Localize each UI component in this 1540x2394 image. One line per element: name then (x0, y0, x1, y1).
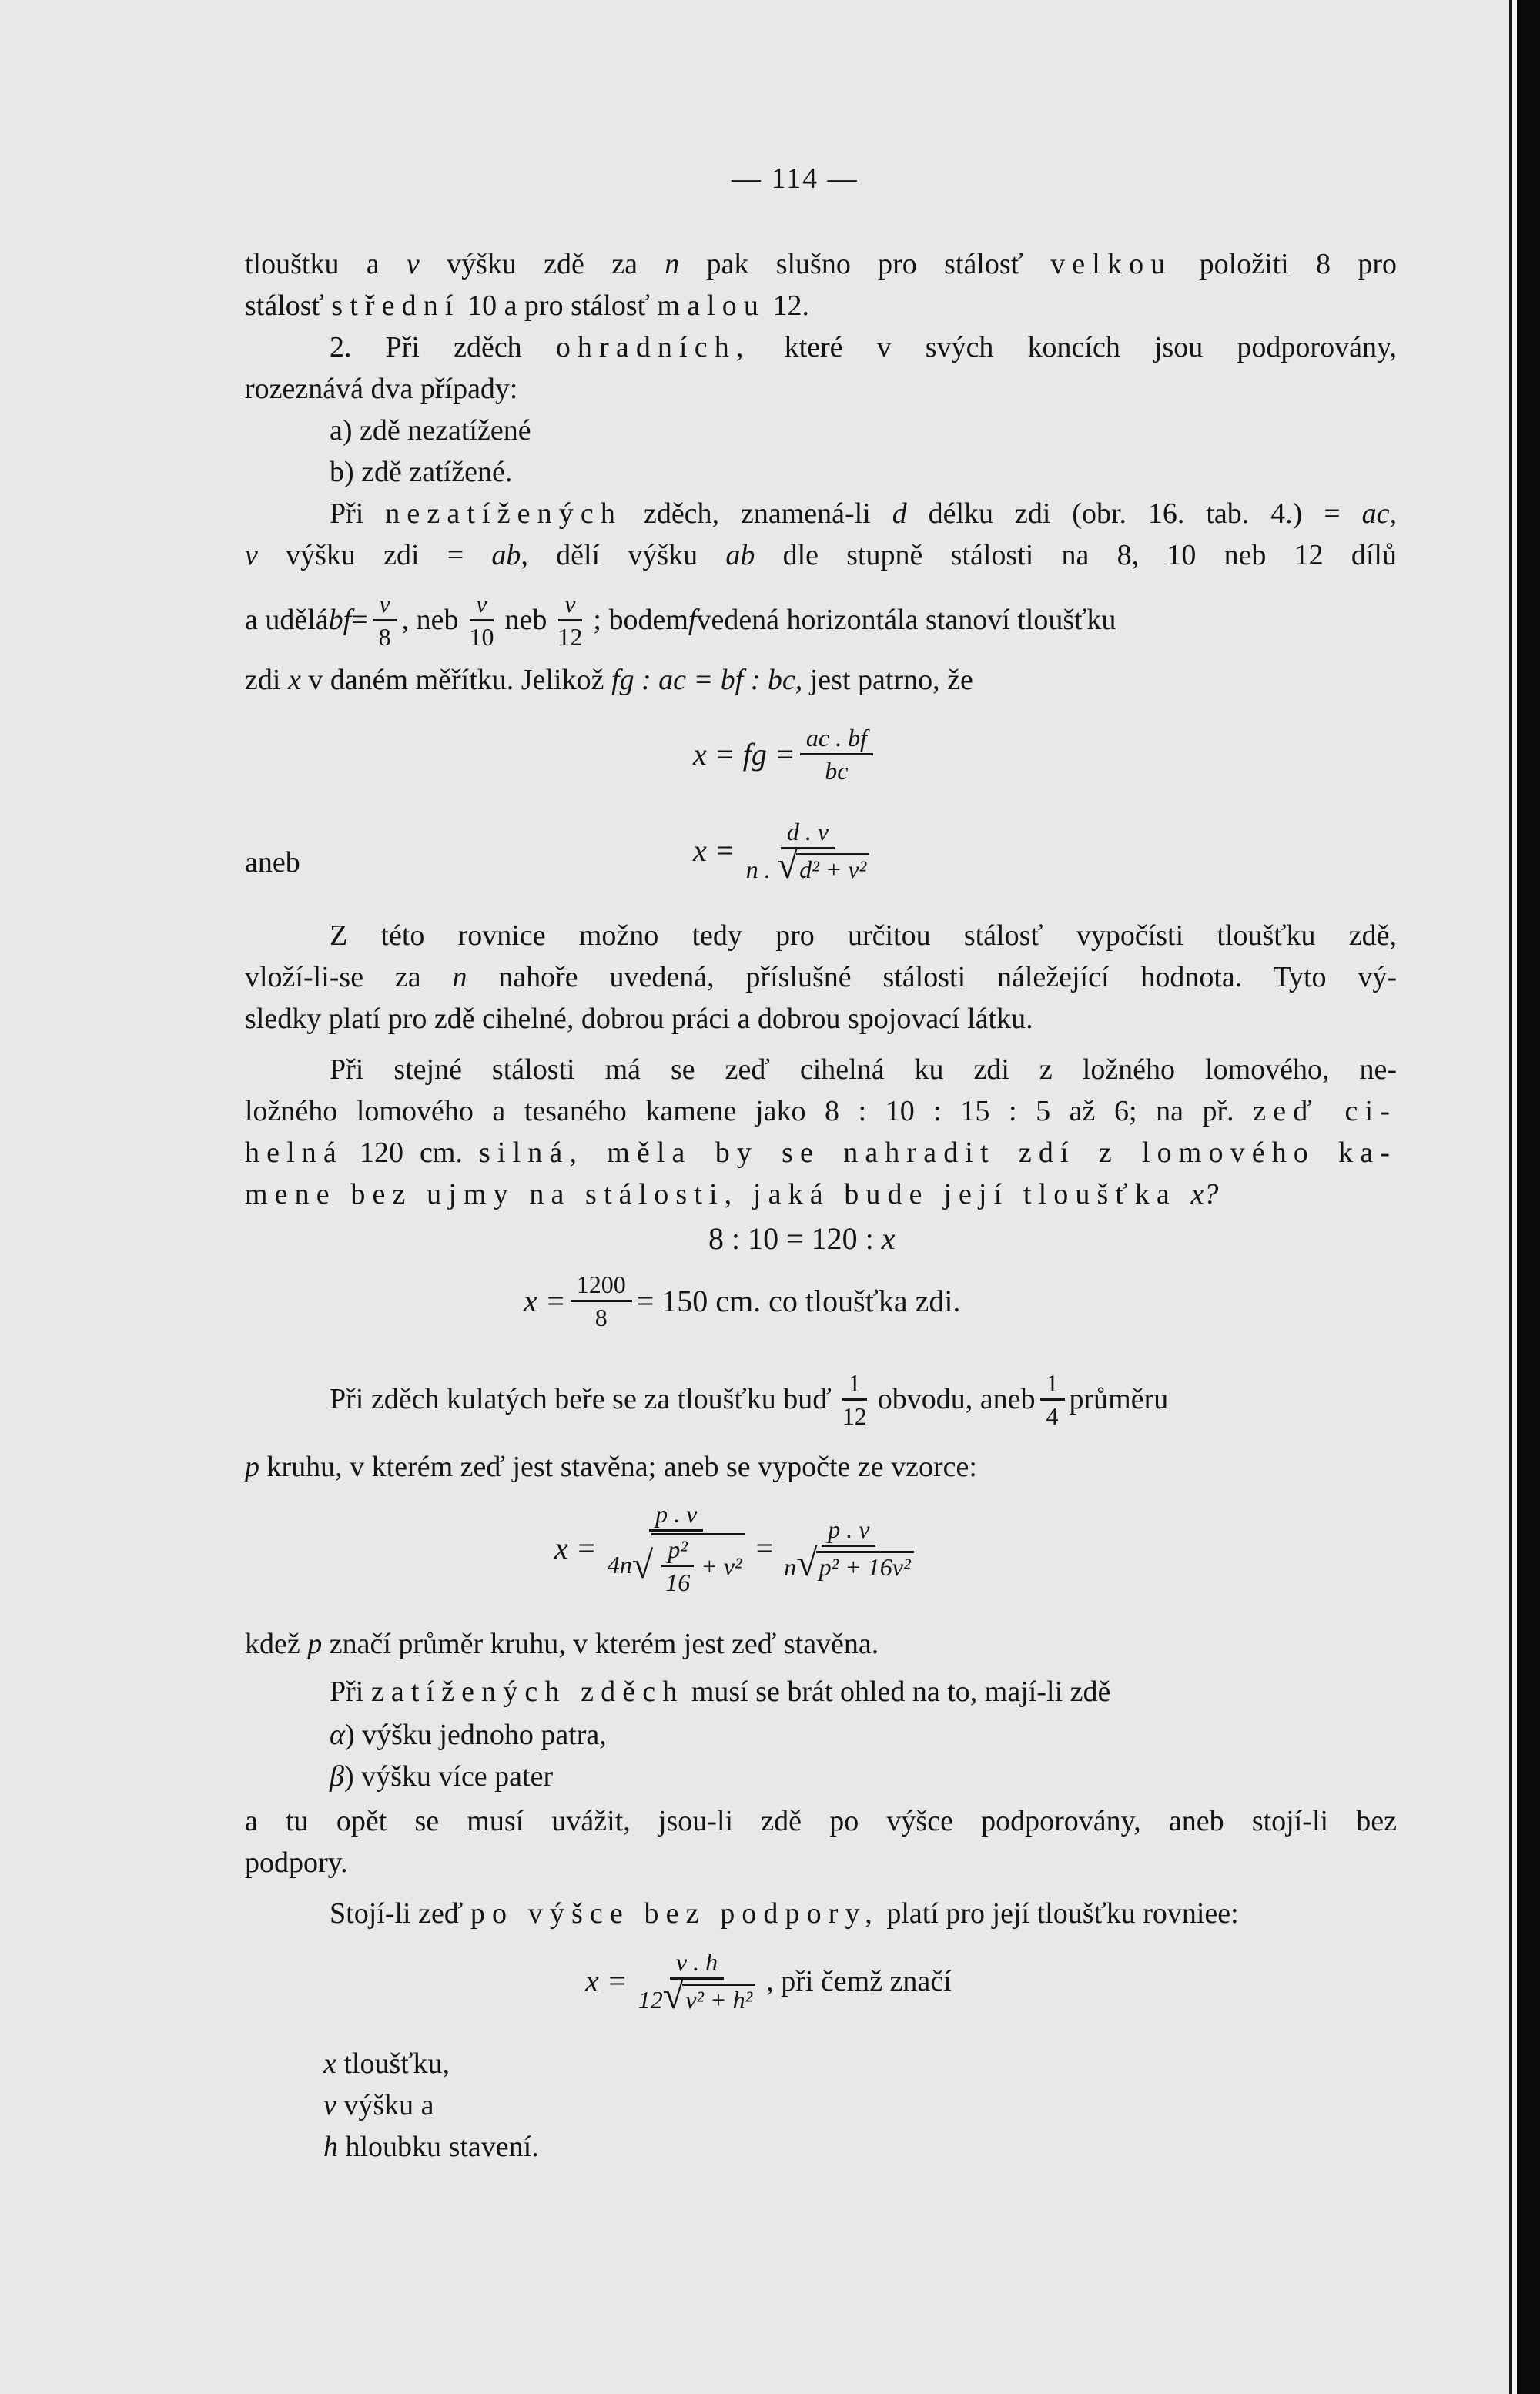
text-line: sledky platí pro zdě cihelné, dobrou práci a dobrou spojovací látku. (245, 1003, 1033, 1035)
sqrt-sign: √ (662, 1974, 685, 2017)
sqrt-sign: √ (631, 1543, 654, 1586)
fraction-v-10: $\frac{v}{10}$ (469, 589, 494, 651)
equation-x-fg: x = fg = $\frac{ac . bf}{bc}$ (693, 724, 878, 785)
text-line: ložného lomového a tesaného kamene jako 8 : 10 : 15 : 5 až 6; na př. zeď ci- (245, 1095, 1397, 1127)
equation-x-1200: x = $\frac{1200}{8}$ = 150 cm. co tloušťka zdi. (524, 1271, 961, 1331)
text-line: 2. Při zděch ohradních, které v svých koncích jsou podporovány, (330, 331, 1397, 363)
text-line: a tu opět se musí uvážit, jsou-li zdě po výšce podporovány, aneb stojí-li bez (245, 1805, 1397, 1837)
sqrt-sign: √ (796, 1541, 818, 1584)
fraction-1-4: $\frac{1}{4}$ (1040, 1369, 1065, 1430)
text-line: stálosť střední 10 a pro stálosť malou 12. (245, 290, 809, 322)
text-line: v výšku zdi = ab, dělí výšku ab dle stupně stálosti na 8, 10 neb 12 dílů (245, 539, 1397, 571)
text-line: Z této rovnice možno tedy pro určitou stálosť vypočísti tloušťku zdě, (330, 919, 1397, 952)
equation-x-pv: x = p . v 4n √ $\frac{\text{p²}}{16}$ + v² = $\frac{p . v}{\text{n√p² + 16v²}}$ (554, 1500, 925, 1596)
text-line: kdež p značí průměr kruhu, v kterém jest zeď stavěna. (245, 1628, 879, 1660)
text-line: Stojí-li zeď po výšce bez podpory, platí pro její tloušťku rovniee: (330, 1897, 1239, 1930)
text-line: rozeznává dva případy: (245, 373, 518, 405)
list-item: α) výšku jednoho patra, (330, 1719, 607, 1751)
page-number: — 114 — (732, 162, 859, 195)
text-line-with-fractions: Při zděch kulatých beře se za tloušťku buď $\frac{1}{12}$ obvodu, aneb $\frac{1}{4}$ průměru (330, 1368, 1169, 1430)
fraction-pv-4n: p . v 4n √ $\frac{\text{p²}}{16}$ + v² (601, 1500, 752, 1596)
text-line: Při zatížených zděch musí se brát ohled na to, mají-li zdě (330, 1676, 1111, 1708)
text-line: tlouštku a v výšku zdě za n pak slušno pro stálosť velkou položiti 8 pro (245, 248, 1397, 280)
text-line: zdi x v daném měřítku. Jelikož fg : ac = bf : bc, jest patrno, že (245, 664, 973, 696)
text-line: p kruhu, v kterém zeď jest stavěna; aneb se vypočte ze vzorce: (245, 1451, 977, 1483)
fraction-dv-sqrt: $\frac{d . v}{\text{n . √d² + v²}}$ (740, 818, 875, 883)
fraction-v-8: $\frac{v}{8}$ (373, 590, 397, 651)
fraction-vh-12: $\frac{v . h}{\text{12√v² + h²}}$ (632, 1948, 762, 2014)
legend-v: v výšku a (323, 2089, 434, 2121)
text-line: vloží-li-se za n nahoře uvedená, příslušné stálosti náležející hodnota. Tyto vý- (245, 961, 1397, 993)
scan-edge-black (1517, 0, 1540, 2394)
list-item: β) výšku více pater (330, 1760, 554, 1793)
text-line: mene bez ujmy na stálosti, jaká bude její tloušťka x? (245, 1178, 1219, 1210)
sqrt-sign: √ (776, 843, 798, 886)
fraction-1200-8: $\frac{1200}{8}$ (571, 1271, 632, 1331)
text-line-with-fractions: a udělá bf = $\frac{v}{8}$ , neb $\frac{v}{10}$ neb $\frac{v}{12}$ ; bodem f vedená horizontála stanoví tloušťku (245, 589, 1116, 651)
legend-h: h hloubku stavení. (323, 2131, 539, 2163)
aneb-label: aneb (245, 846, 300, 879)
list-item: a) zdě nezatížené (330, 414, 531, 447)
equation-x-vh: x = $\frac{v . h}{\text{12√v² + h²}}$ , při čemž značí (585, 1948, 952, 2017)
list-item: b) zdě zatížené. (330, 456, 513, 488)
fraction-acbf-bc: $\frac{ac . bf}{bc}$ (800, 724, 873, 785)
equation-x-dv: x = $\frac{d . v}{\text{n . √d² + v²}}$ (693, 818, 880, 883)
text-line: helná 120 cm. silná, měla by se nahradit zdí z lomového ka- (245, 1137, 1397, 1169)
text-line: Při stejné stálosti má se zeď cihelná ku zdi z ložného lomového, ne- (330, 1053, 1397, 1086)
text-line: podpory. (245, 1847, 348, 1879)
fraction-v-12: $\frac{v}{12}$ (557, 589, 583, 651)
text-line: Při nezatížených zděch, znamená-li d délku zdi (obr. 16. tab. 4.) = ac, (330, 497, 1397, 530)
fraction-1-12: $\frac{1}{12}$ (842, 1368, 867, 1430)
fraction-p2-16: $\frac{\text{p²}}{16}$ (659, 1535, 696, 1596)
fraction-pv-n: $\frac{p . v}{\text{n√p² + 16v²}}$ (778, 1515, 919, 1581)
equation-proportion: 8 : 10 = 120 : x (708, 1221, 896, 1256)
legend-x: x tloušťku, (323, 2047, 450, 2080)
